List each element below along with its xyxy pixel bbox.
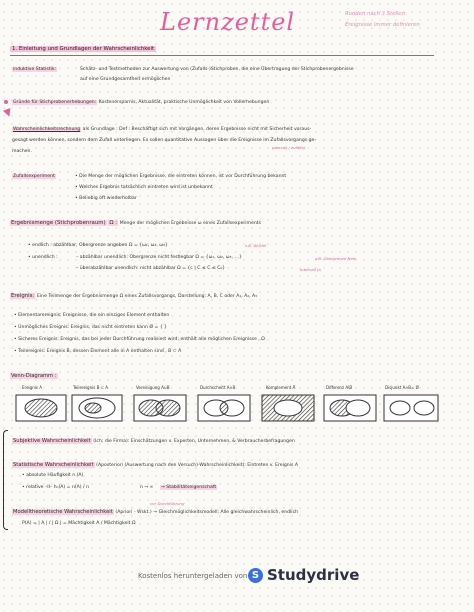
statistisch-line: Statistische Wahrscheinlichkeit (Aposteriori (Auswertung nach den Versuch)-Wahrscheinlichkeit): Eintreten v. Ereignis A xyxy=(13,462,298,468)
note-ereignisse: Ereignisse immer definieren xyxy=(345,22,420,28)
statistisch-limit: n → ∞ xyxy=(140,485,154,490)
venn-vereinigung xyxy=(134,395,186,421)
modell-note: vor Durchführung xyxy=(150,501,185,506)
venn-diagrams xyxy=(0,392,474,424)
wr-line1: Wahrscheinlichkeitsrechnung als Grundlage : Def : Beschäftigt sich mit Vorgängen, deren Ergebnisse nicht mit Sicherheit voraus- xyxy=(13,127,312,132)
statistisch-relativ: • relative –II– hₙ(A) = n(A) / n xyxy=(22,485,89,490)
divider xyxy=(10,55,434,56)
zufall-bullet3: • Beliebig oft wiederholbar xyxy=(75,196,137,201)
bullet-marker xyxy=(4,100,8,104)
venn-heading: Venn-Diagramm : xyxy=(11,373,57,379)
ergebnismenge-ueberabzaehlbar: – überabzählbar unendlich: nicht abzählbar Ω = {c | C ≤ C ≤ C₀} xyxy=(76,266,226,271)
venn-title: Komplement Ā xyxy=(266,385,296,390)
venn-title: Disjunkt A∩B= Ø xyxy=(385,385,419,390)
venn-disjunkt xyxy=(384,395,438,421)
statistisch-absolut: • absolute Häufigkeit n (A) xyxy=(22,473,84,478)
statistisch-stabilitaet: → Stabilitätseigenschaft xyxy=(161,485,217,490)
ergebnismenge-endlich: • endlich : abzählbar, Obergrenze angeben Ω = {ω₁, ω₂, ω₃} xyxy=(28,243,168,248)
wr-line3: machen. xyxy=(12,149,32,154)
ereignis-item: • Unmögliches Ereignis: Ereignis, das nicht eintreten kann Ø = { } xyxy=(14,325,168,330)
modell-formula: P(A) = | A | / | Ω | = Mächtigkeit A / Mächtigkeit Ω xyxy=(22,521,136,526)
footer-text: Kostenlos heruntergeladen von xyxy=(138,572,248,580)
zufall-label: Zufallsexperiment xyxy=(13,174,55,179)
section-heading: 1. Einleitung und Grundlagen der Wahrscheinlichkeit xyxy=(12,46,155,52)
note-wuerfel: z.B. Würfel xyxy=(245,243,267,248)
ereignis-heading: Ereignis: Eine Teilmenge der Ergebnismenge Ω eines Zufallsvorgangs, Darstellung: A, B, C oder A₁, A₂, A₃ xyxy=(11,293,258,299)
note-intervall: Intervall Ja xyxy=(300,267,321,272)
venn-title: Differenz A\B xyxy=(326,385,353,390)
ereignis-item: • Sicheres Ereignis: Ereignis, das bei jeder Durchführung realisiert wird; enthält alle möglichen Ereignisse , Ω xyxy=(14,337,265,342)
wr-line2: gesagt werden können, sondern dem Zufall unterliegen. Es sollen quantitative Aussagen über die Ereignisse im Zufallsvorgangs ge- xyxy=(12,138,316,143)
venn-durchschnitt xyxy=(198,395,250,421)
studydrive-brand[interactable]: Studydrive xyxy=(267,566,360,584)
brace xyxy=(3,430,8,530)
note-obergrenze: z.B. Obergrenze Nein xyxy=(315,256,357,261)
venn-title: Teilereignis B ⊂ A xyxy=(73,385,108,390)
ergebnismenge-heading: Ergebnismenge (Stichprobenraum) Ω : Menge der möglichen Ergebnisse ω eines Zufallsexperiments xyxy=(11,220,261,226)
venn-teilereignis xyxy=(72,395,122,421)
subjektiv-line: Subjektive Wahrscheinlichkeit (Ich; die Firma): Einschätzungen v. Experten, Unternehmen, & Verbraucherbefragungen xyxy=(13,438,295,444)
induktive-line1: Schätz- und Testmethoden zur Auswertung von (Zufalls-)Stichproben, die eine Übertragung der Stichprobenergebnisse xyxy=(80,67,354,72)
ergebnismenge-unendlich: • unendlich : xyxy=(28,255,58,260)
note-runden: Runden nach 3 Stellen xyxy=(345,11,405,17)
venn-title: Vereinigung A∪B xyxy=(136,385,170,390)
ereignis-item: • Teilereignis: Ereignis B, dessen Element alle in A enthalten sind , B ⊂ A xyxy=(14,349,182,354)
venn-title: Durchschnitt A∩B xyxy=(200,385,236,390)
triangle-marker-icon xyxy=(3,108,13,118)
wr-note: planvoll / zufällig xyxy=(272,145,306,150)
ergebnismenge-abzaehlbar: – abzählbar unendlich: Obergrenze nicht festlegbar Ω = {ω₁, ω₂, ω₃, …} xyxy=(76,255,242,260)
modell-line: Modelltheoretische Wahrscheinlichkeit (Apriori - Wskt.) → Gleichmöglichkeitsmodell: Alle gleichwahrscheinlich, endlich xyxy=(13,509,299,515)
venn-ereignis xyxy=(16,395,66,421)
gruende-text: Gründe für Stichprobenerhebungen: Kostenersparnis, Aktualität, praktische Unmöglichkeit von Vollerhebungen xyxy=(13,100,270,105)
venn-title: Ereignis A xyxy=(22,385,42,390)
venn-komplement xyxy=(262,395,314,421)
ereignis-item: • Elementarereignis: Ereignisse, die ein einziges Element enthalten xyxy=(14,313,170,318)
page-title: Lernzettel xyxy=(160,8,296,36)
studydrive-logo-icon: S xyxy=(248,568,263,583)
venn-differenz xyxy=(324,395,376,421)
zufall-bullet2: • Welches Ergebnis tatsächlich eintreten wird ist unbekannt xyxy=(75,185,213,190)
zufall-bullet1: • Die Menge der möglichen Ergebnisse, die eintreten können, ist vor Durchführung bekannt xyxy=(75,174,287,179)
induktive-line2: auf eine Grundgesamtheit ermöglichen xyxy=(80,77,171,82)
induktive-label: induktive Statistik: xyxy=(13,67,57,72)
